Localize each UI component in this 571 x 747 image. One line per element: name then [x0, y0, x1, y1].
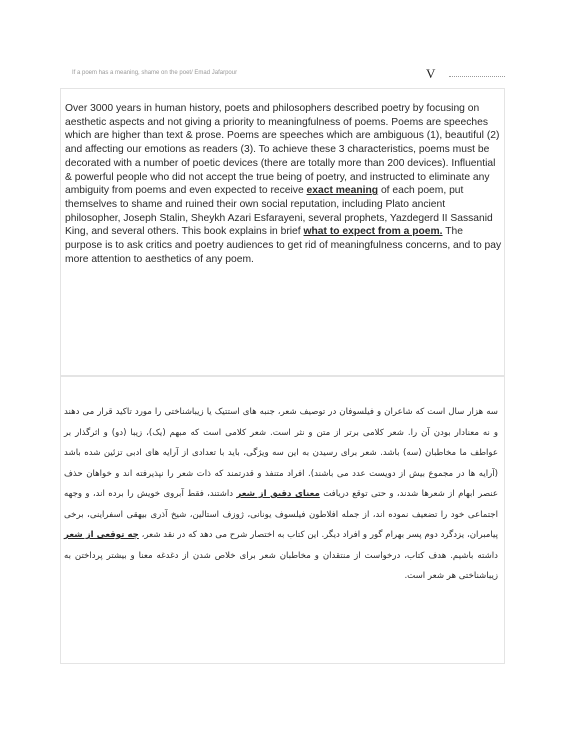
- persian-text-part-2: داشتند، فقط آبروی خویش را برده اند، و وجهه اجتماعی خود را تضعیف نموده اند، از جمله افلاطون فیلسوف یونانی، ژوزف استالین، شیخ آذری بیهقی اسفراینی، برخی پیامبران، یزدگرد دوم پسر بهرام گور و افراد دیگر. این کتاب به اختصار شرح می دهد که در نقد شعر،: [64, 489, 498, 540]
- page-number: V: [426, 66, 436, 81]
- persian-text-part-1: سه هزار سال است که شاعران و فیلسوفان در توصیف شعر، جنبه های استتیک یا زیباشناختی را مورد تاکید قرار می دهند و نه معنادار بودن آن را. شعر کلامی برتر از متن و نثر است. شعر کلامی است که مبهم (یک)، زیبا (دو) و اثرگذار بر عواطف ما مخاطبان (سه) باشد. شعر برای رسیدن به این سه ویژگی، باید با تعدادی از آرایه های ادبی تزئین شده باشد (آرایه ها در مجموع بیش از دویست عدد می باشند). افراد متنفذ و قدرتمند که ذات شعر را نپذیرفته اند و خواهان حذف عنصر ابهام از شعرها شدند، و حتی توقع دریافت: [64, 407, 499, 499]
- english-emphasis-exact-meaning: exact meaning: [306, 185, 379, 197]
- english-text-part-3: The purpose is to ask critics and poetry audiences to get rid of meaningfulness concerns, and to pay more attention to aesthetics of any poem.: [65, 226, 502, 265]
- english-emphasis-what-to-expect: what to expect from a poem.: [303, 226, 443, 238]
- english-text-part-1: Over 3000 years in human history, poets and philosophers described poetry by focusing on aesthetic aspects and not giving a priority to meaningfulness of poems. Poems are speeches which are higher than text & prose. Poems are speeches which are ambiguous (1), beautiful (2) and affecting our emotions as readers (3). To achieve these 3 characteristics, poems must be decorated with a number of poetic devices (there are totally more than 200 devices). Influential & powerful people who did not accept the true being of poetry, and instructed to eliminate any ambiguity from poems and even expected to receive: [65, 103, 500, 197]
- persian-emphasis-what-to-expect: چه توقعی از شعر: [64, 530, 139, 540]
- persian-emphasis-exact-meaning: معنای دقیق از شعر: [236, 489, 320, 499]
- persian-text-part-3: داشته باشیم. هدف کتاب، درخواست از منتقدان و مخاطبان شعر برای خلاص شدن از دغدغه معنا و بیشتر پرداختن به زیباشناختی هر شعر است.: [64, 550, 498, 581]
- persian-paragraph: [64, 402, 498, 587]
- running-header-title: If a poem has a meaning, shame on the poet/ Emad Jafarpour: [72, 70, 238, 76]
- english-paragraph: [65, 102, 503, 266]
- header-dotted-line: [449, 76, 505, 77]
- english-text-part-2: of each poem, put themselves to shame and ruined their own social reputation, including Plato ancient philosopher, Joseph Stalin, Sheykh Azari Esfarayeni, several prophets, Yazdegerd II Sassanid King, and several others. This book explains in brief: [65, 185, 493, 238]
